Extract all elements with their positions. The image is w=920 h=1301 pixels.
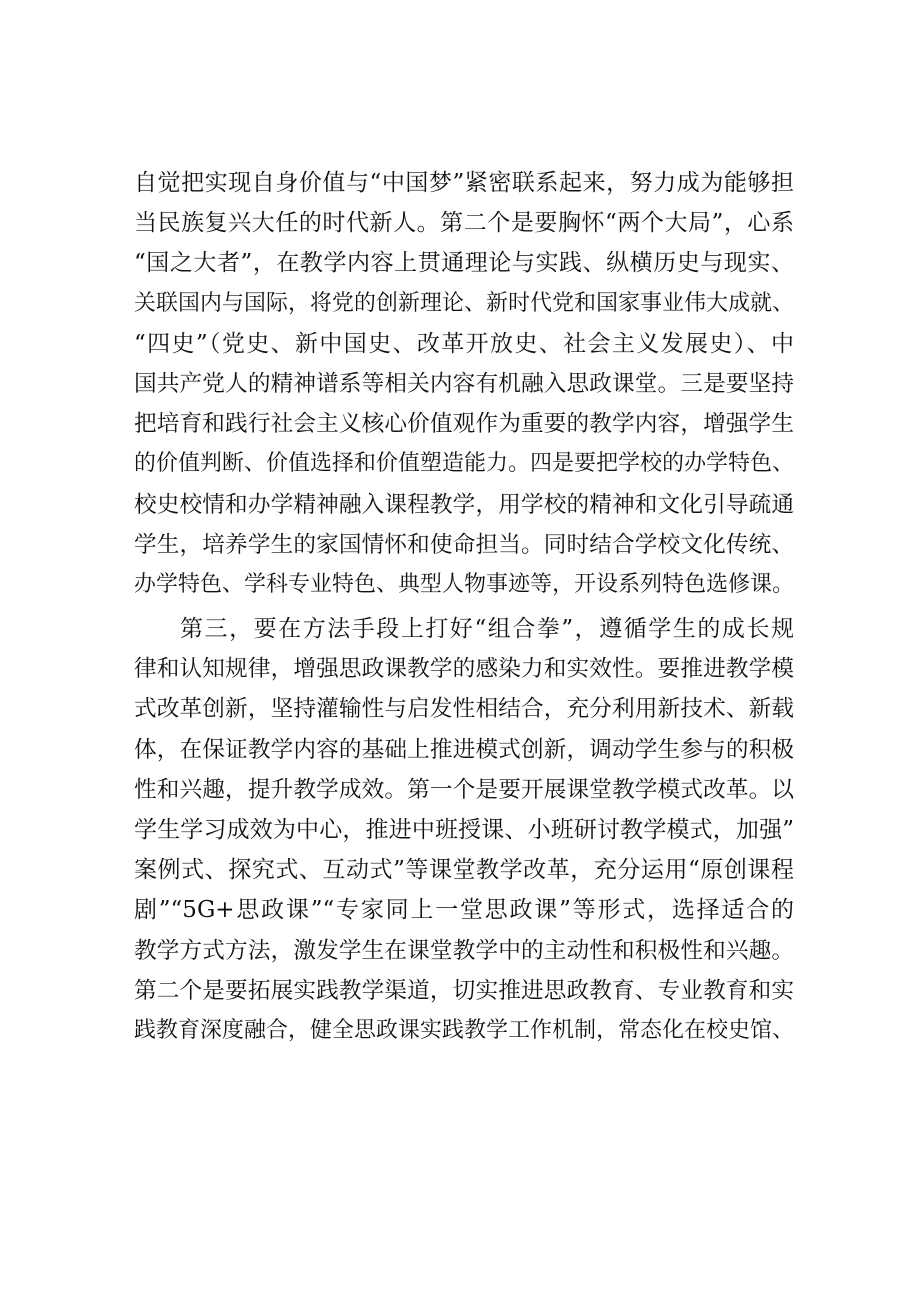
text-line: “国之大者”，在教学内容上贯通理论与实践、纵横历史与现实、 <box>134 250 794 277</box>
paragraph-1 <box>134 163 794 605</box>
text-line: 关联国内与国际，将党的创新理论、新时代党和国家事业伟大成就、 <box>134 290 794 316</box>
text-line: 律和认知规律，增强思政课教学的感染力和实效性。要推进教学模 <box>134 656 794 683</box>
text-line: 第二个是要拓展实践教学渠道，切实推进思政教育、专业教育和实 <box>134 977 794 1004</box>
text-line: 体，在保证教学内容的基础上推进模式创新，调动学生参与的积极 <box>134 736 794 763</box>
text-line: 践教育深度融合，健全思政课实践教学工作机制，常态化在校史馆、 <box>134 1017 794 1043</box>
text-line: 自觉把实现自身价值与“中国梦”紧密联系起来，努力成为能够担 <box>134 170 794 196</box>
text-line: 案例式、探究式、互动式”等课堂教学改革，充分运用“原创课程 <box>134 857 794 884</box>
text-line: 办学特色、学科专业特色、典型人物事迹等，开设系列特色选修课。 <box>134 571 794 597</box>
text-line: 第三，要在方法手段上打好“组合拳”，遵循学生的成长规 <box>180 616 794 643</box>
text-line: “四史”（党史、新中国史、改革开放史、社会主义发展史）、中 <box>134 330 794 357</box>
text-line: 教学方式方法，激发学生在课堂教学中的主动性和积极性和兴趣。 <box>134 937 794 964</box>
text-line: 剧”“5G+思政课”“专家同上一堂思政课”等形式，选择适合的 <box>134 897 794 924</box>
paragraph-2 <box>134 609 794 1051</box>
document-body <box>134 163 794 1051</box>
text-line: 把培育和践行社会主义核心价值观作为重要的教学内容，增强学生 <box>134 411 794 438</box>
text-line: 的价值判断、价值选择和价值塑造能力。四是要把学校的办学特色、 <box>134 451 794 477</box>
text-line: 校史校情和办学精神融入课程教学，用学校的精神和文化引导疏通 <box>134 491 794 518</box>
text-line: 学生，培养学生的家国情怀和使命担当。同时结合学校文化传统、 <box>134 531 794 558</box>
text-line: 式改革创新，坚持灌输性与启发性相结合，充分利用新技术、新载 <box>134 696 794 723</box>
text-line: 当民族复兴大任的时代新人。第二个是要胸怀“两个大局”，心系 <box>134 210 794 237</box>
text-line: 性和兴趣，提升教学成效。第一个是要开展课堂教学模式改革。以 <box>134 776 794 803</box>
text-line: 国共产党人的精神谱系等相关内容有机融入思政课堂。三是要坚持 <box>134 370 794 397</box>
text-line: 学生学习成效为中心，推进中班授课、小班研讨教学模式，加强” <box>134 817 794 843</box>
